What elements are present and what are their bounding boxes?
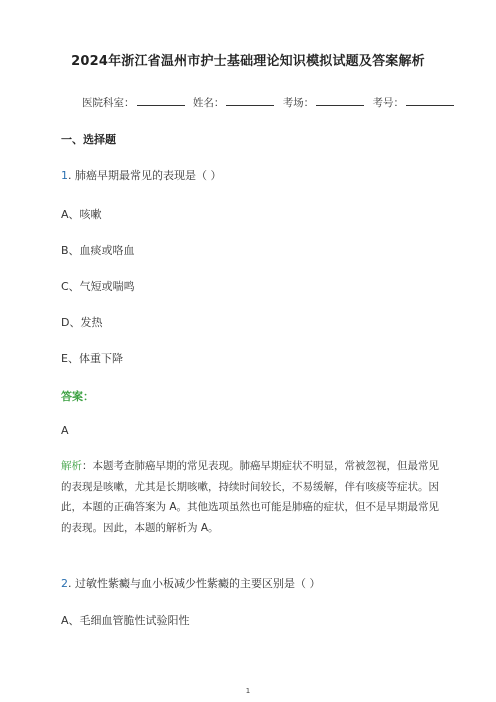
option-d: D、发热 [61,316,103,329]
room-blank [316,95,364,106]
section-heading: 一、选择题 [61,133,116,146]
room-label: 考场： [282,97,315,109]
option-e: E、体重下降 [61,352,123,365]
option-a: A、毛细血管脆性试验阳性 [61,614,190,627]
document-title: 2024年浙江省温州市护士基础理论知识模拟试题及答案解析 [71,54,425,69]
question-1 [61,167,222,183]
option-a: A、咳嗽 [61,208,102,221]
name-label: 姓名： [192,97,225,109]
question-2 [61,575,321,591]
analysis-label: 解析 [61,460,82,472]
number-blank [406,95,454,106]
analysis-text: ：本题考查肺癌早期的常见表现。肺癌早期症状不明显，常被忽视，但最常见的表现是咳嗽，尤其是长期咳嗽，持续时间较长，不易缓解，伴有咳痰等症状。因此，本题的正确答案为 A。其他选项虽然也可能是肺癌的症状，但不是早期最常见的表现。因此，本题的解析为 A。 [61,460,440,534]
name-blank [226,95,274,106]
exam-info-line [82,95,459,110]
dept-blank [137,95,185,106]
question-text: . 过敏性紫癜与血小板减少性紫癜的主要区别是（ ） [68,577,321,590]
question-number: 2 [61,577,68,590]
answer-value: A [61,424,69,437]
dept-label: 医院科室： [82,97,135,109]
option-b: B、血痰或咯血 [61,244,135,257]
answer-label: 答案： [61,390,94,403]
question-number: 1 [61,169,68,182]
option-c: C、气短或喘鸣 [61,280,135,293]
number-label: 考号： [372,97,405,109]
question-text: . 肺癌早期最常见的表现是（ ） [68,169,222,182]
analysis-paragraph [61,456,441,538]
page-number: 1 [245,687,251,695]
